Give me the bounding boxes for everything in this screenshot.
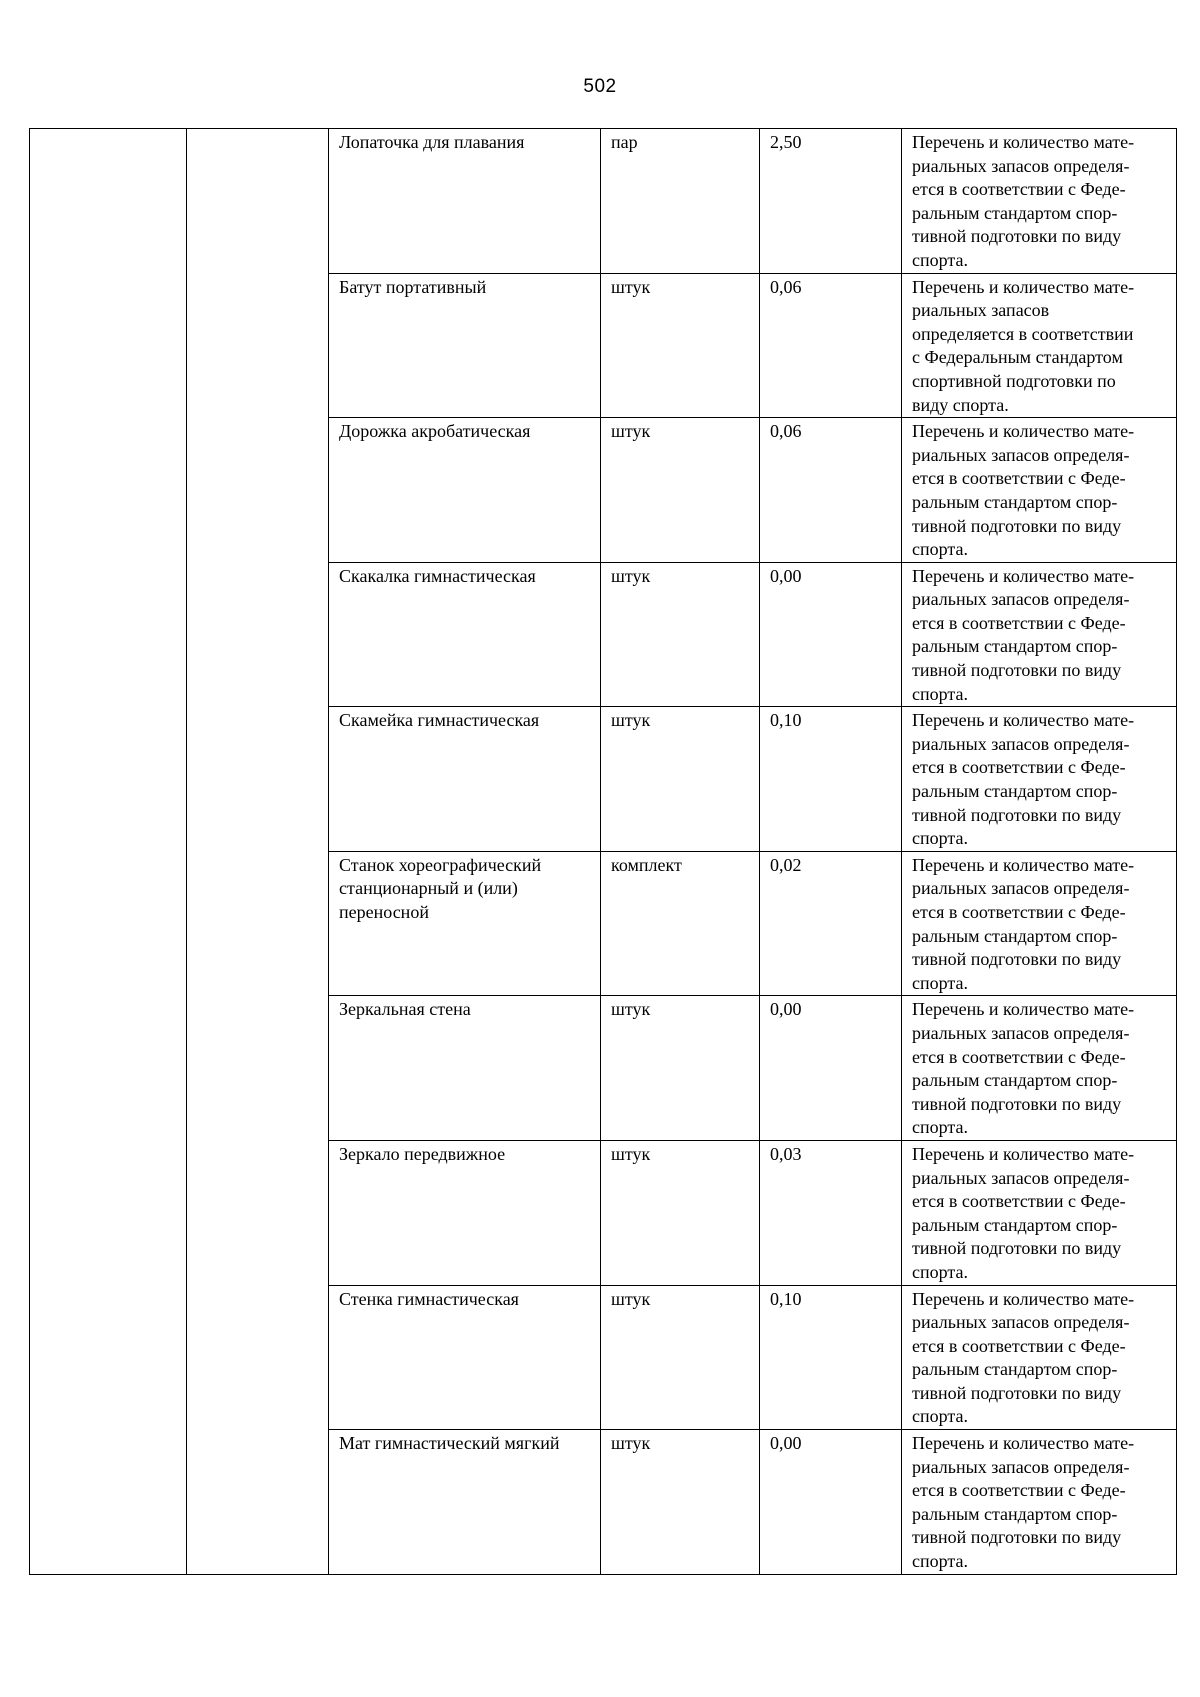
note-cell: Перечень и количество мате- риальных запасов определя- ется в соответствии с Феде- ральным стандартом спор- тивной подготовки по виду спорта. <box>902 1140 1177 1285</box>
quantity-cell: 0,03 <box>760 1140 902 1285</box>
note-cell: Перечень и количество мате- риальных запасов определя- ется в соответствии с Феде- ральным стандартом спор- тивной подготовки по виду спорта. <box>902 996 1177 1141</box>
quantity-cell: 0,00 <box>760 996 902 1141</box>
note-cell: Перечень и количество мате- риальных запасов определя- ется в соответствии с Феде- ральным стандартом спор- тивной подготовки по виду спорта. <box>902 129 1177 274</box>
unit-cell: штук <box>601 273 760 418</box>
page-number: 502 <box>583 76 617 97</box>
quantity-cell: 0,00 <box>760 562 902 707</box>
note-cell: Перечень и количество мате- риальных запасов определя- ется в соответствии с Феде- ральным стандартом спор- тивной подготовки по виду спорта. <box>902 1430 1177 1575</box>
item-name-cell: Скакалка гимнастическая <box>329 562 601 707</box>
merged-empty-cell-2 <box>187 129 329 1575</box>
note-cell: Перечень и количество мате- риальных запасов определя- ется в соответствии с Феде- ральным стандартом спор- тивной подготовки по виду спорта. <box>902 562 1177 707</box>
item-name-cell: Стенка гимнастическая <box>329 1285 601 1430</box>
note-cell: Перечень и количество мате- риальных запасов определя- ется в соответствии с Феде- ральным стандартом спор- тивной подготовки по виду спорта. <box>902 418 1177 563</box>
item-name-cell: Зеркало передвижное <box>329 1140 601 1285</box>
unit-cell: штук <box>601 1430 760 1575</box>
quantity-cell: 0,10 <box>760 1285 902 1430</box>
note-cell: Перечень и количество мате- риальных запасов определя- ется в соответствии с Феде- ральным стандартом спор- тивной подготовки по виду спорта. <box>902 851 1177 996</box>
unit-cell: пар <box>601 129 760 274</box>
unit-cell: штук <box>601 562 760 707</box>
unit-cell: штук <box>601 996 760 1141</box>
unit-cell: штук <box>601 1140 760 1285</box>
item-name-cell: Дорожка акробатическая <box>329 418 601 563</box>
table-body <box>30 129 1177 1575</box>
item-name-cell: Лопаточка для плавания <box>329 129 601 274</box>
unit-cell: штук <box>601 707 760 852</box>
item-name-cell: Скамейка гимнастическая <box>329 707 601 852</box>
item-name-cell: Батут портативный <box>329 273 601 418</box>
item-name-cell: Станок хореографический станционарный и (или) переносной <box>329 851 601 996</box>
item-name-cell: Мат гимнастический мягкий <box>329 1430 601 1575</box>
quantity-cell: 0,02 <box>760 851 902 996</box>
unit-cell: штук <box>601 418 760 563</box>
quantity-cell: 2,50 <box>760 129 902 274</box>
table-row <box>30 129 1177 274</box>
quantity-cell: 0,10 <box>760 707 902 852</box>
unit-cell: штук <box>601 1285 760 1430</box>
quantity-cell: 0,06 <box>760 418 902 563</box>
merged-empty-cell-1 <box>30 129 187 1575</box>
equipment-table <box>29 128 1177 1575</box>
quantity-cell: 0,00 <box>760 1430 902 1575</box>
note-cell: Перечень и количество мате- риальных запасов определя- ется в соответствии с Феде- ральным стандартом спор- тивной подготовки по виду спорта. <box>902 707 1177 852</box>
note-cell: Перечень и количество мате- риальных запасов определя- ется в соответствии с Феде- ральным стандартом спор- тивной подготовки по виду спорта. <box>902 1285 1177 1430</box>
item-name-cell: Зеркальная стена <box>329 996 601 1141</box>
unit-cell: комплект <box>601 851 760 996</box>
quantity-cell: 0,06 <box>760 273 902 418</box>
note-cell: Перечень и количество мате- риальных запасов определяется в соответствии с Федеральным стандартом спортивной подготовки по виду спорта. <box>902 273 1177 418</box>
